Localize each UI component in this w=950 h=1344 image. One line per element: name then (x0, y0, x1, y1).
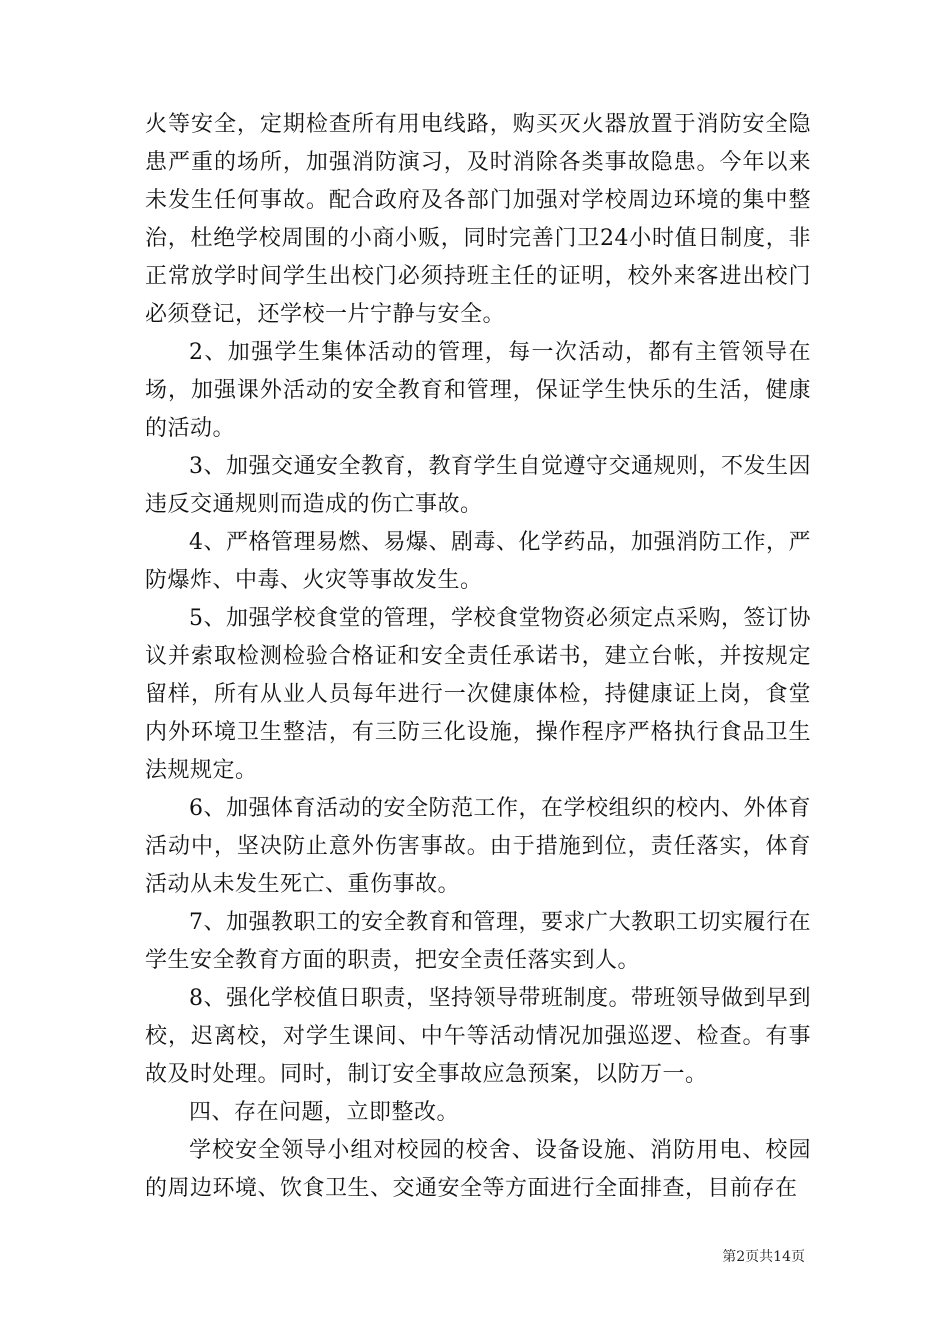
paragraph-7: 7、加强教职工的安全教育和管理，要求广大教职工切实履行在学生安全教育方面的职责，把安全责任落实到人。 (145, 910, 811, 973)
paragraph-6: 6、加强体育活动的安全防范工作，在学校组织的校内、外体育活动中，坚决防止意外伤害事故。由于措施到位，责任落实，体育活动从未发生死亡、重伤事故。 (145, 796, 811, 897)
paragraph-2: 2、加强学生集体活动的管理，每一次活动，都有主管领导在场，加强课外活动的安全教育和管理，保证学生快乐的生活，健康的活动。 (145, 340, 811, 441)
paragraph-3: 3、加强交通安全教育，教育学生自觉遵守交通规则，不发生因违反交通规则而造成的伤亡事故。 (145, 454, 811, 517)
section-heading: 四、存在问题，立即整改。 (189, 1100, 460, 1125)
paragraph-5: 5、加强学校食堂的管理，学校食堂物资必须定点采购，签订协议并索取检测检验合格证和安全责任承诺书，建立台帐，并按规定留样，所有从业人员每年进行一次健康体检，持健康证上岗，食堂内外环境卫生整洁，有三防三化设施，操作程序严格执行食品卫生法规规定。 (145, 606, 811, 783)
paragraph-4: 4、严格管理易燃、易爆、剧毒、化学药品，加强消防工作，严防爆炸、中毒、火灾等事故发生。 (145, 530, 811, 593)
page-number: 第2页共14页 (722, 1249, 805, 1265)
paragraph-9: 学校安全领导小组对校园的校舍、设备设施、消防用电、校园的周边环境、饮食卫生、交通安全等方面进行全面排查，目前存在 (145, 1138, 811, 1201)
paragraph-1: 火等安全，定期检查所有用电线路，购买灭火器放置于消防安全隐患严重的场所，加强消防演习，及时消除各类事故隐患。今年以来未发生任何事故。配合政府及各部门加强对学校周边环境的集中整治，杜绝学校周围的小商小贩，同时完善门卫24小时值日制度，非正常放学时间学生出校门必须持班主任的证明，校外来客进出校门必须登记，还学校一片宁静与安全。 (145, 112, 811, 327)
paragraph-8: 8、强化学校值日职责，坚持领导带班制度。带班领导做到早到校，迟离校，对学生课间、中午等活动情况加强巡逻、检查。有事故及时处理。同时，制订安全事故应急预案，以防万一。 (145, 986, 811, 1087)
document-body (145, 106, 811, 1208)
